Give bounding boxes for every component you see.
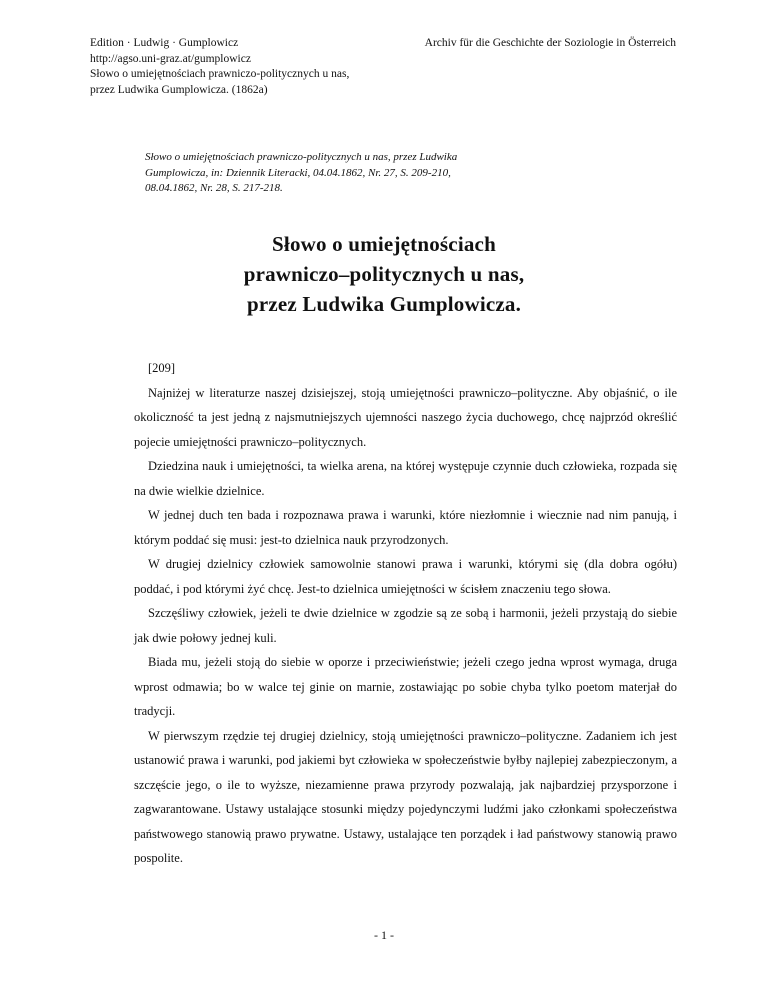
title-line: prawniczo–politycznych u nas, <box>243 262 525 286</box>
paragraph: W drugiej dzielnicy człowiek samowolnie stanowi prawa i warunki, którymi się (dla dobra ogółu) poddać, i pod którymi żyć chcę. Jest-to dzielnica umiejętności w ścisłem znaczeniu tego słowa. <box>134 557 677 596</box>
source-page-marker: [209] <box>148 361 176 375</box>
running-header-right: Archiv für die Geschichte der Soziologie in Österreich <box>424 37 676 49</box>
paragraph: Szczęśliwy człowiek, jeżeli te dwie dzielnice w zgodzie są ze sobą i harmonii, jeżeli przystają do siebie jak dwie połowy jednej kuli. <box>134 606 677 645</box>
citation-line: Słowo o umiejętnościach prawniczo-politycznych u nas, przez Ludwika <box>145 151 458 163</box>
paragraph: Biada mu, jeżeli stoją do siebie w oporze i przeciwieństwie; jeżeli czego jedna wprost wymaga, druga wprost odmawia; bo w walce tej ginie on marnie, zostawiając po sobie chyba tylko poetom materjał do tradycji. <box>134 655 677 718</box>
citation-block <box>145 150 585 197</box>
header-url-line: http://agso.uni-graz.at/gumplowicz <box>90 52 251 65</box>
header-author-line: przez Ludwika Gumplowicza. (1862a) <box>90 83 268 96</box>
document-title <box>100 229 668 319</box>
paragraph: W pierwszym rzędzie tej drugiej dzielnicy, stoją umiejętności prawniczo–polityczne. Zadaniem ich jest ustanowić prawa i warunki, pod jakiemi byt człowieka w społeczeństwie byłby najlepiej zabezpieczonym, a szczęście jego, o ile to wyższe, niezamienne prawa przyrody pozwalają, jak najbardziej przysporzone i zagwarantowane. Ustawy ustalające stosunki między pojedynczymi ludźmi jako członkami społeczeństwa państwowego stanowią prawo prywatne. Ustawy, ustalające ten porządek i ład państwowy stanowią prawo pospolite. <box>134 728 677 865</box>
title-line: Słowo o umiejętnościach <box>272 232 496 256</box>
header-edition-line: Edition · Ludwig · Gumplowicz <box>90 37 239 49</box>
paragraph: Dziedzina nauk i umiejętności, ta wielka arena, na której występuje czynnie duch człowieka, rozpada się na dwie wielkie dzielnice. <box>134 459 677 498</box>
header-title-line: Słowo o umiejętnościach prawniczo-politycznych u nas, <box>90 68 350 80</box>
paragraph: Najniżej w literaturze naszej dzisiejszej, stoją umiejętności prawniczo–polityczne. Aby objaśnić, o ile okoliczność ta jest jedną z najsmutniejszych ujemności naszego życia duchowego, chcę najprzód określić pojecie umiejętności prawniczo–politycznych. <box>134 385 677 449</box>
body-text <box>134 356 677 871</box>
citation-line: Gumplowicza, in: Dziennik Literacki, 04.04.1862, Nr. 27, S. 209-210, <box>145 166 451 179</box>
paragraph: W jednej duch ten bada i rozpoznawa prawa i warunki, które niezłomnie i wiecznie nad nim panują, i którym poddać się musi: jest-to dzielnica nauk przyrodzonych. <box>134 508 677 547</box>
page-number: - 1 - <box>374 928 394 942</box>
citation-line: 08.04.1862, Nr. 28, S. 217-218. <box>145 182 283 194</box>
running-header-left <box>90 36 420 98</box>
title-line: przez Ludwika Gumplowicza. <box>246 292 522 316</box>
